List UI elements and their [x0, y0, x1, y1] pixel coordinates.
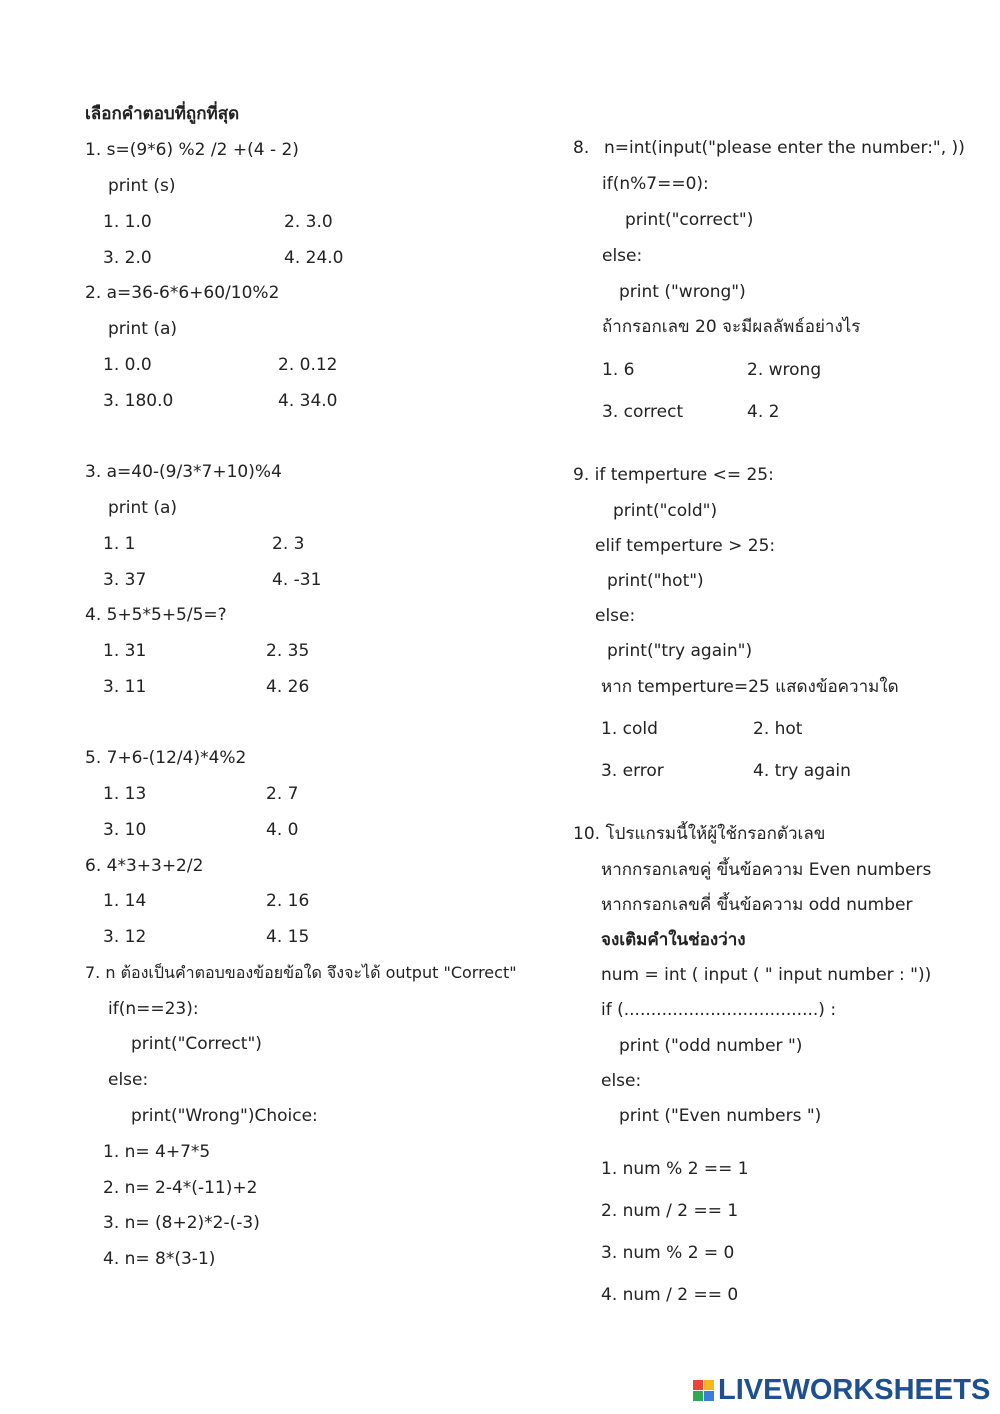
q1-stem: 1. s=(9*6) %2 /2 +(4 - 2): [85, 140, 299, 160]
q7-code-line-3: else:: [108, 1070, 149, 1090]
q2-choice-2[interactable]: 2. 0.12: [278, 355, 338, 375]
q2-choice-1[interactable]: 1. 0.0: [103, 355, 152, 375]
q6-choice-2[interactable]: 2. 16: [266, 891, 310, 911]
q2-choice-4[interactable]: 4. 34.0: [278, 391, 338, 411]
q8-code-line-3: else:: [602, 246, 643, 266]
q4-choice-1[interactable]: 1. 31: [103, 641, 147, 661]
worksheet-title: เลือกคำตอบที่ถูกที่สุด: [85, 104, 240, 124]
q6-choice-1[interactable]: 1. 14: [103, 891, 147, 911]
liveworksheets-logo-icon: [693, 1380, 714, 1401]
q6-choice-4[interactable]: 4. 15: [266, 927, 310, 947]
liveworksheets-logo: [693, 1374, 990, 1406]
q10-code-blank-line[interactable]: if (....................................) :: [601, 1000, 837, 1020]
q1-choice-3[interactable]: 3. 2.0: [103, 248, 152, 268]
q3-code: print (a): [108, 498, 178, 518]
q10-code-line-3: print ("odd number "): [619, 1036, 803, 1056]
q4-choice-4[interactable]: 4. 26: [266, 677, 310, 697]
q5-choice-2[interactable]: 2. 7: [266, 784, 299, 804]
q8-code-line-2: print("correct"): [625, 210, 754, 230]
q3-stem: 3. a=40-(9/3*7+10)%4: [85, 462, 282, 482]
q9-choice-1[interactable]: 1. cold: [601, 719, 658, 739]
q5-choice-1[interactable]: 1. 13: [103, 784, 147, 804]
q8-code-line-4: print ("wrong"): [619, 282, 746, 302]
q4-stem: 4. 5+5*5+5/5=?: [85, 605, 227, 625]
q1-choice-1[interactable]: 1. 1.0: [103, 212, 152, 232]
q9-prompt: หาก temperture=25 แสดงข้อความใด: [601, 677, 899, 697]
q10-choice-3[interactable]: 3. num % 2 = 0: [601, 1243, 735, 1263]
q3-choice-2[interactable]: 2. 3: [272, 534, 305, 554]
q8-choice-1[interactable]: 1. 6: [602, 360, 635, 380]
q10-choice-1[interactable]: 1. num % 2 == 1: [601, 1159, 749, 1179]
q7-stem: 7. n ต้องเป็นคำตอบของข้อยข้อใด จึงจะได้ output "Correct": [85, 963, 517, 982]
q9-stem: 9. if temperture <= 25:: [573, 465, 774, 485]
logo-square-green: [693, 1391, 703, 1401]
q3-choice-3[interactable]: 3. 37: [103, 570, 147, 590]
q10-line-2: หากกรอกเลขคี่ ขึ้นข้อความ odd number: [601, 895, 913, 915]
q6-choice-3[interactable]: 3. 12: [103, 927, 147, 947]
q7-code-line-4: print("Wrong")Choice:: [131, 1106, 318, 1126]
q10-code-line-1: num = int ( input ( " input number : ")): [601, 965, 932, 985]
q2-choice-3[interactable]: 3. 180.0: [103, 391, 174, 411]
q10-instruction: จงเติมคำในช่องว่าง: [601, 930, 746, 950]
q9-code-line-5: print("try again"): [607, 641, 753, 661]
q6-stem: 6. 4*3+3+2/2: [85, 856, 204, 876]
logo-square-red: [693, 1380, 703, 1390]
logo-square-blue: [704, 1391, 714, 1401]
q8-stem: n=int(input("please enter the number:", )): [604, 138, 965, 158]
q9-choice-2[interactable]: 2. hot: [753, 719, 803, 739]
q8-number: 8.: [573, 138, 590, 158]
q8-prompt: ถ้ากรอกเลข 20 จะมีผลลัพธ์อย่างไร: [602, 317, 861, 337]
q7-choice-1[interactable]: 1. n= 4+7*5: [103, 1142, 211, 1162]
q5-stem: 5. 7+6-(12/4)*4%2: [85, 748, 247, 768]
q5-choice-3[interactable]: 3. 10: [103, 820, 147, 840]
q10-line-1: หากกรอกเลขคู่ ขึ้นข้อความ Even numbers: [601, 860, 932, 880]
q10-code-line-5: print ("Even numbers "): [619, 1106, 822, 1126]
q4-choice-2[interactable]: 2. 35: [266, 641, 310, 661]
q8-choice-2[interactable]: 2. wrong: [747, 360, 822, 380]
q1-choice-2[interactable]: 2. 3.0: [284, 212, 333, 232]
q10-code-line-4: else:: [601, 1071, 642, 1091]
q8-choice-3[interactable]: 3. correct: [602, 402, 684, 422]
q9-code-line-3: print("hot"): [607, 571, 704, 591]
q10-choice-2[interactable]: 2. num / 2 == 1: [601, 1201, 739, 1221]
q5-choice-4[interactable]: 4. 0: [266, 820, 299, 840]
q7-choice-2[interactable]: 2. n= 2-4*(-11)+2: [103, 1178, 258, 1198]
q1-choice-4[interactable]: 4. 24.0: [284, 248, 344, 268]
q9-code-line-2: elif temperture > 25:: [595, 536, 776, 556]
q1-code: print (s): [108, 176, 176, 196]
logo-square-yellow: [704, 1380, 714, 1390]
q7-code-line-1: if(n==23):: [108, 999, 199, 1019]
q7-code-line-2: print("Correct"): [131, 1034, 262, 1054]
q8-choice-4[interactable]: 4. 2: [747, 402, 780, 422]
q9-choice-3[interactable]: 3. error: [601, 761, 664, 781]
q3-choice-1[interactable]: 1. 1: [103, 534, 136, 554]
q10-choice-4[interactable]: 4. num / 2 == 0: [601, 1285, 739, 1305]
q3-choice-4[interactable]: 4. -31: [272, 570, 322, 590]
q2-code: print (a): [108, 319, 178, 339]
q8-code-line-1: if(n%7==0):: [602, 174, 709, 194]
q4-choice-3[interactable]: 3. 11: [103, 677, 147, 697]
q7-choice-4[interactable]: 4. n= 8*(3-1): [103, 1249, 216, 1269]
q9-code-line-1: print("cold"): [613, 501, 718, 521]
q2-stem: 2. a=36-6*6+60/10%2: [85, 283, 280, 303]
q7-choice-3[interactable]: 3. n= (8+2)*2-(-3): [103, 1213, 260, 1233]
q10-stem: 10. โปรแกรมนี้ให้ผู้ใช้กรอกตัวเลข: [573, 824, 826, 844]
liveworksheets-logo-text: LIVEWORKSHEETS: [718, 1373, 991, 1406]
q9-code-line-4: else:: [595, 606, 636, 626]
q9-choice-4[interactable]: 4. try again: [753, 761, 851, 781]
